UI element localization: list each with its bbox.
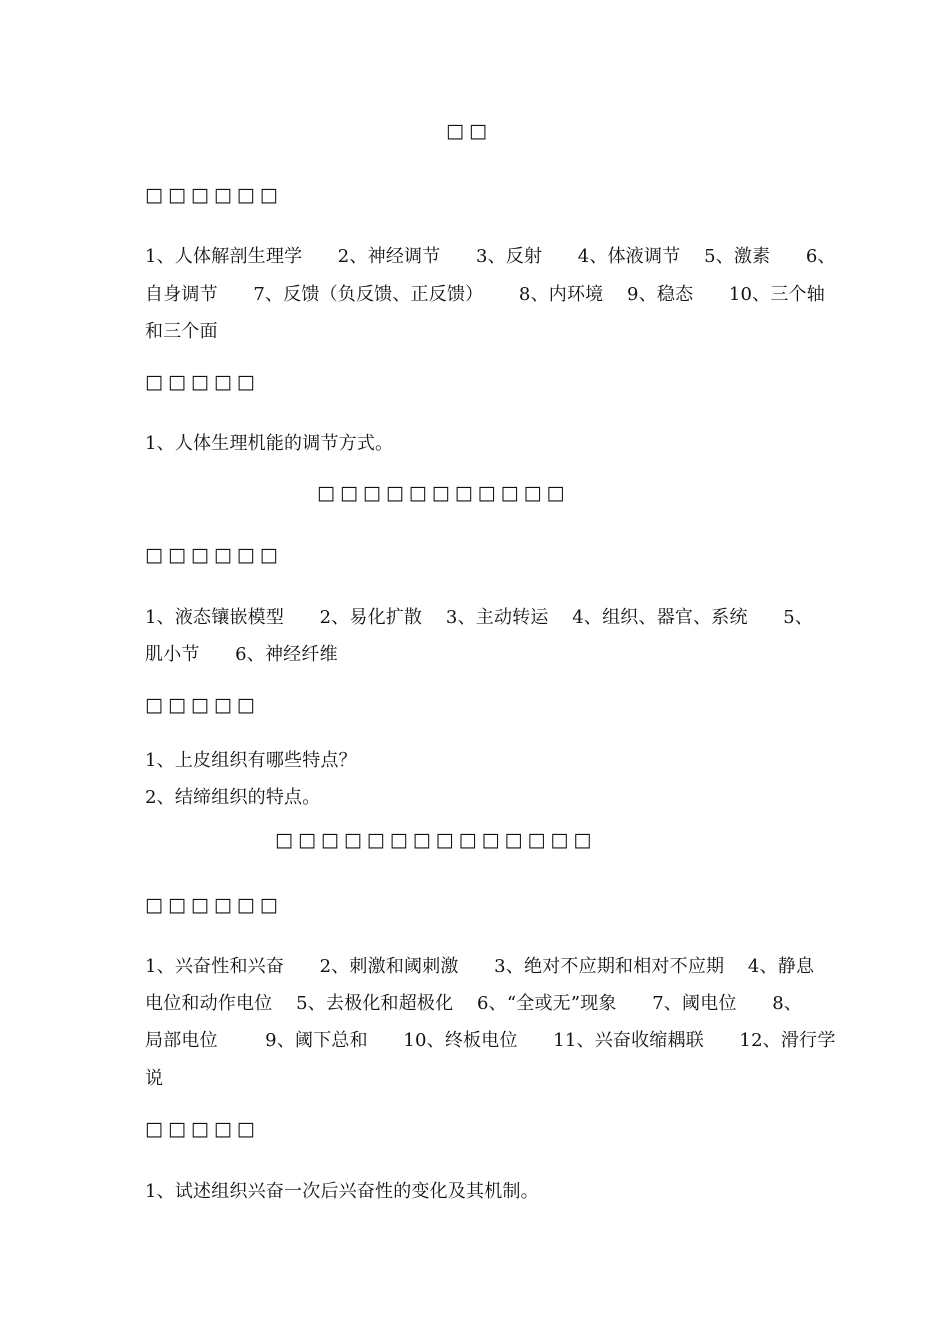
section-1-terms-line-1: 1、人体解剖生理学 2、神经调节 3、反射 4、体液调节 5、激素 6、 — [145, 246, 836, 267]
section-2-terms-heading: □□□□□□ — [145, 544, 283, 566]
section-2-terms-line-2: 肌小节 6、神经纤维 — [145, 644, 338, 665]
section-2-questions-heading: □□□□□ — [145, 694, 260, 716]
section-3-terms-line-3: 局部电位 9、阈下总和 10、终板电位 11、兴奋收缩耦联 12、滑行学 — [145, 1030, 836, 1051]
section-3-question-1: 1、试述组织兴奋一次后兴奋性的变化及其机制。 — [145, 1181, 539, 1202]
section-2-terms-line-1: 1、液态镶嵌模型 2、易化扩散 3、主动转运 4、组织、器官、系统 5、 — [145, 607, 814, 628]
section-2-question-1: 1、上皮组织有哪些特点？ — [145, 750, 357, 771]
section-1-terms-line-3: 和三个面 — [145, 321, 218, 342]
section-2-question-2: 2、结缔组织的特点。 — [145, 787, 321, 808]
section-3-questions-heading: □□□□□ — [145, 1118, 260, 1140]
section-1-question-1: 1、人体生理机能的调节方式。 — [145, 433, 394, 454]
section-1-title: □□ — [446, 120, 492, 142]
section-1-terms-heading: □□□□□□ — [145, 184, 283, 206]
section-3-terms-line-1: 1、兴奋性和兴奋 2、刺激和阈刺激 3、绝对不应期和相对不应期 4、静息 — [145, 956, 815, 977]
section-1-questions-heading: □□□□□ — [145, 371, 260, 393]
section-2-title: □□□□□□□□□□□ — [317, 482, 570, 504]
section-3-terms-line-4: 说 — [145, 1068, 164, 1089]
section-3-title: □□□□□□□□□□□□□□ — [275, 829, 597, 851]
section-1-terms-line-2: 自身调节 7、反馈（负反馈、正反馈） 8、内环境 9、稳态 10、三个轴 — [145, 284, 825, 305]
section-3-terms-heading: □□□□□□ — [145, 894, 283, 916]
section-3-terms-line-2: 电位和动作电位 5、去极化和超极化 6、“全或无”现象 7、阈电位 8、 — [145, 993, 803, 1014]
